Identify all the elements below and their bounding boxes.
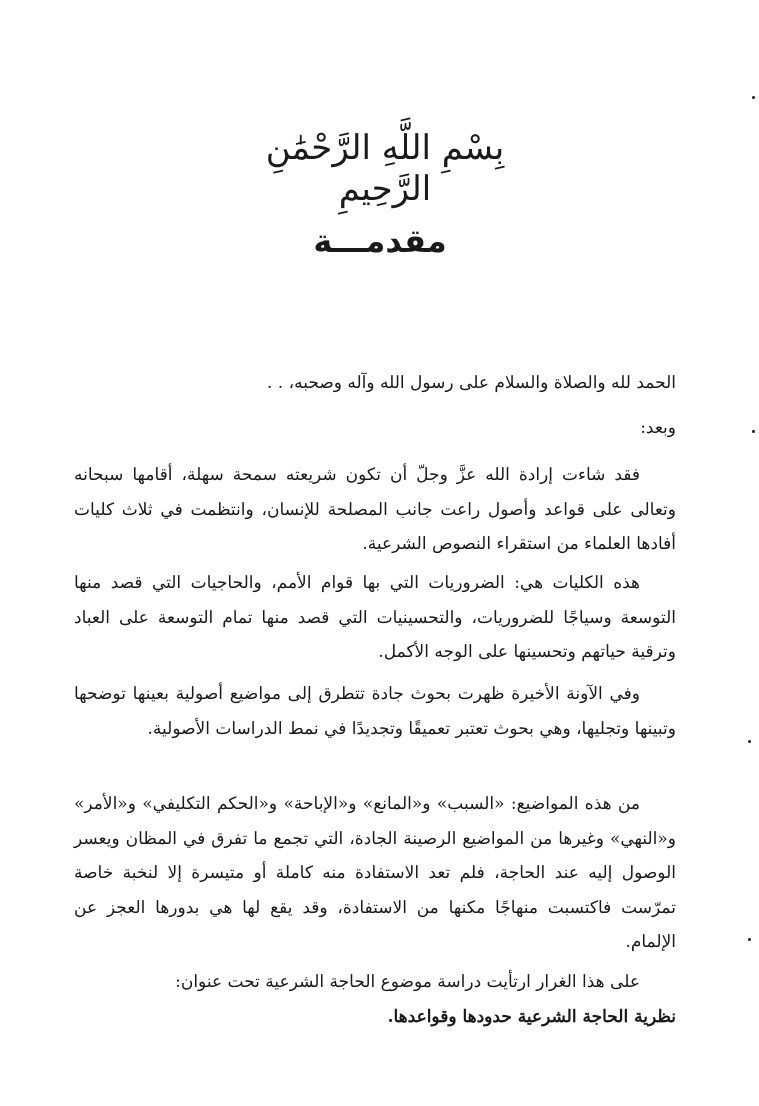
margin-mark bbox=[748, 740, 751, 743]
closing-intro: على هذا الغرار ارتأيت دراسة موضوع الحاجة الشرعية تحت عنوان: bbox=[175, 972, 640, 992]
paragraph-3: وفي الآونة الأخيرة ظهرت بحوث جادة تتطرق إلى مواضيع أصولية بعينها توضحها وتبينها وتجليها، وهي بحوث تعتبر تعميقًا وتجديدًا في نمط الدراسات الأصولية. bbox=[74, 684, 676, 739]
wa-baad-line: وبعد: bbox=[640, 418, 676, 438]
research-title: نظرية الحاجة الشرعية حدودها وقواعدها. bbox=[387, 1006, 676, 1027]
paragraph-4: من هذه المواضيع: «السبب» و«المانع» و«الإباحة» و«الحكم التكليفي» و«الأمر» و«النهي» وغيرها من المواضيع الرصينة الجادة، التي تجمع ما تفرق في المظان ويعسر الوصول إليه عند الحاجة، فلم تعد الاستفادة منه كاملة أو متيسرة إلا لنخبة خاصة تمرّست فاكتسبت منهاجًا مكنها من الاستفادة، وقد يقع لها هي بدورها العجز عن الإلمام. bbox=[74, 794, 676, 952]
closing-paragraph bbox=[74, 965, 676, 1034]
opening-line: الحمد لله والصلاة والسلام على رسول الله وآله وصحبه، . . bbox=[267, 373, 676, 393]
basmala-heading: بِسْمِ اللَّهِ الرَّحْمَٰنِ الرَّحِيمِ bbox=[265, 128, 505, 209]
paragraph-1: فقد شاءت إرادة الله عزَّ وجلّ أن تكون شريعته سمحة سهلة، أقامها سبحانه وتعالى على قواعد وأصول راعت جانب المصلحة للإنسان، وانتظمت في ثلاث كليات أفادها العلماء من استقراء النصوص الشرعية. bbox=[74, 465, 676, 554]
margin-mark bbox=[752, 430, 755, 433]
paragraph-2: هذه الكليات هي: الضروريات التي بها قوام الأمم، والحاجيات التي قصد منها التوسعة وسياجًا للضروريات، والتحسينيات التي قصد منها تمام التوسعة على العباد وترقية حياتهم وتحسينها على الوجه الأكمل. bbox=[74, 573, 676, 662]
margin-mark bbox=[748, 938, 751, 941]
margin-mark bbox=[752, 96, 755, 99]
page-title: مقدمـــة bbox=[313, 222, 447, 260]
